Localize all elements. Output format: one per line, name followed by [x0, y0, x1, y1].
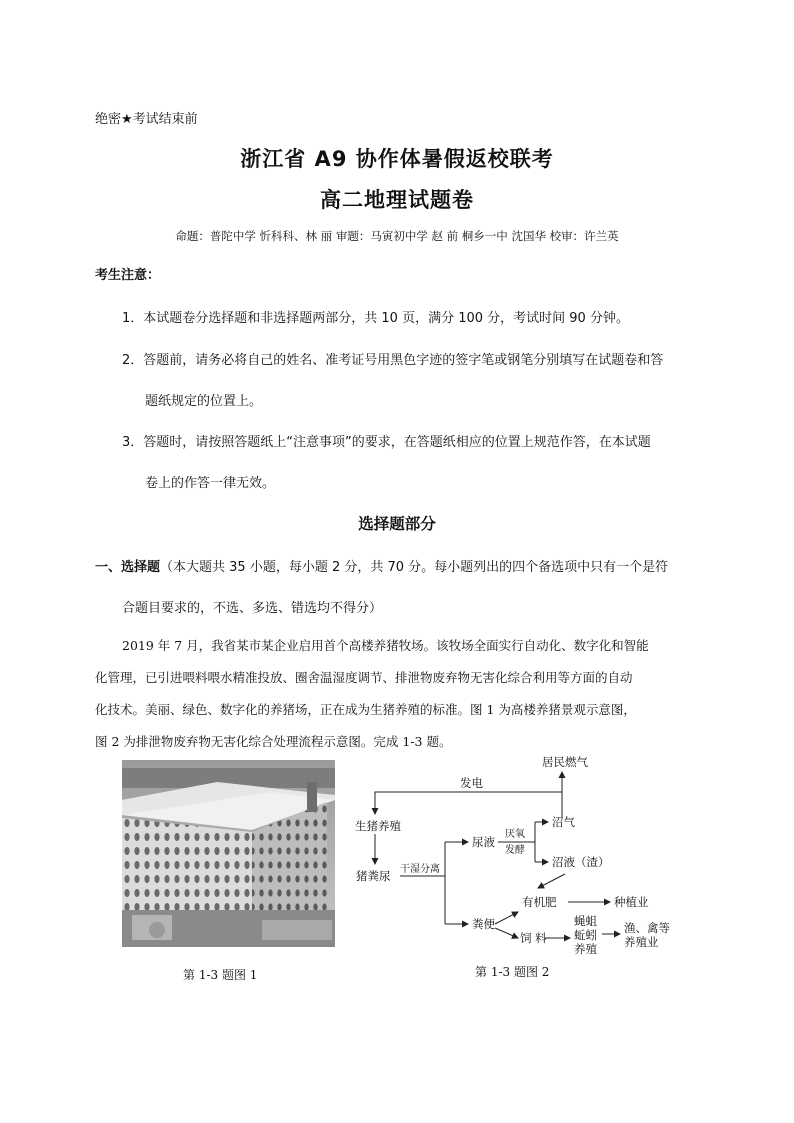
passage-line-4: 图 2 为排泄物废弃物无害化综合处理流程示意图。完成 1-3 题。 — [95, 734, 452, 749]
label-earthworms: 蚯蚓 — [574, 928, 597, 942]
label-fish-poultry: 渔、禽等 — [624, 921, 670, 935]
notice-item-1: 1．本试题卷分选择题和非选择题两部分，共 10 页，满分 100 分，考试时间 90 分钟。 — [122, 311, 629, 326]
label-aquaculture: 养殖业 — [624, 935, 659, 949]
arrow-feces-to-fertilizer — [495, 912, 518, 924]
label-separation: 干湿分离 — [400, 864, 440, 875]
building-photo — [122, 760, 335, 947]
exam-title: 浙江省 A9 协作体暑假返校联考 — [240, 147, 554, 171]
notice-item-3-line2: 卷上的作答一律无效。 — [145, 476, 276, 491]
label-feed: 饲 料 — [520, 931, 547, 945]
waste-flow-diagram — [350, 752, 680, 962]
part1-line2: 合题目要求的，不选、多选、错选均不得分） — [122, 601, 383, 616]
label-power: 发电 — [460, 776, 483, 790]
exam-subtitle: 高二地理试题卷 — [320, 188, 474, 212]
label-maggots: 蝇蛆 — [574, 914, 597, 928]
part1-label: 一、选择题 — [95, 560, 161, 575]
notice-item-3-line1: 3．答题时，请按照答题纸上“注意事项”的要求，在答题纸相应的位置上规范作答，在本试题 — [122, 435, 651, 450]
notice-item-2-line2: 题纸规定的位置上。 — [145, 394, 263, 409]
secret-mark: 绝密★考试结束前 — [95, 112, 198, 127]
part1-instructions: （本大题共 35 小题，每小题 2 分，共 70 分。每小题列出的四个备选项中只有一个是符 — [160, 560, 669, 575]
authors-line: 命题：普陀中学 忻科科、林 丽 审题：马寅初中学 赵 前 桐乡一中 沈国华 校审：许兰英 — [175, 229, 619, 243]
label-breeding: 养殖 — [574, 942, 597, 956]
passage-line-1: 2019 年 7 月，我省某市某企业启用首个高楼养猪牧场。该牧场全面实行自动化、数字化和智能 — [122, 638, 649, 653]
label-anaerobic: 厌氧 — [505, 829, 525, 840]
label-organic-fertilizer: 有机肥 — [522, 895, 557, 909]
arrow-power-loop — [375, 792, 562, 814]
arrow-slurry-to-fertilizer — [538, 874, 565, 888]
arrow-feces-to-feed — [495, 928, 518, 938]
label-urine: 尿液 — [472, 835, 495, 849]
label-feces: 粪便 — [472, 917, 495, 931]
section-title: 选择题部分 — [358, 515, 436, 533]
figure2-caption: 第 1-3 题图 2 — [475, 965, 550, 979]
notice-heading: 考生注意： — [95, 268, 161, 283]
passage-line-2: 化管理，已引进喂料喂水精准投放、圈舍温湿度调节、排泄物废弃物无害化综合利用等方面的自动 — [95, 670, 633, 685]
part1-line1 — [95, 556, 668, 575]
label-resident-gas: 居民燃气 — [542, 755, 588, 769]
label-pig-farming: 生猪养殖 — [355, 819, 401, 833]
label-biogas: 沼气 — [552, 815, 575, 829]
label-manure: 猪粪尿 — [356, 869, 391, 883]
passage-line-3: 化技术。美丽、绿色、数字化的养猪场，正在成为生猪养殖的标准。图 1 为高楼养猪景观示意图， — [95, 702, 636, 717]
label-slurry: 沼液（渣） — [552, 855, 610, 869]
figure1-caption: 第 1-3 题图 1 — [183, 968, 258, 982]
label-fermentation: 发酵 — [505, 845, 525, 856]
label-planting: 种植业 — [614, 895, 649, 909]
notice-item-2-line1: 2．答题前，请务必将自己的姓名、准考证号用黑色字迹的签字笔或钢笔分别填写在试题卷和答 — [122, 353, 664, 368]
